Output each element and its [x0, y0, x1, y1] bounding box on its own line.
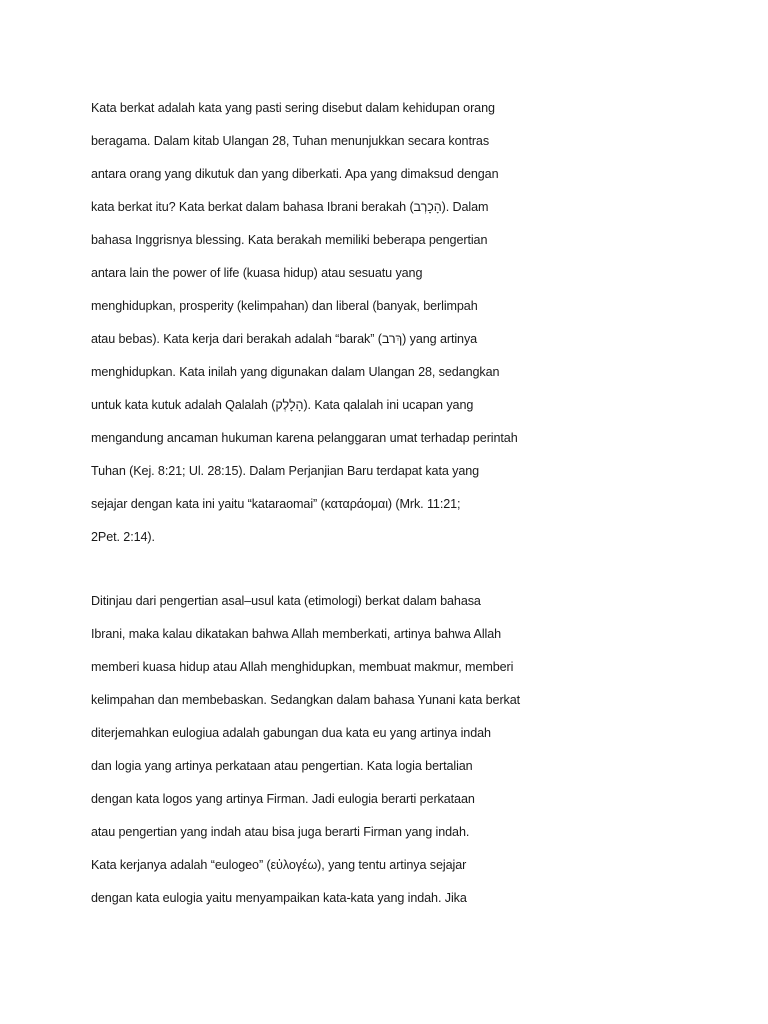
- text-line: dan logia yang artinya perkataan atau pengertian. Kata logia bertalian: [91, 759, 473, 773]
- text-line: Ditinjau dari pengertian asal–usul kata (etimologi) berkat dalam bahasa: [91, 594, 481, 608]
- text-line: atau bebas). Kata kerja dari berakah adalah “barak” (ךְרב) yang artinya: [91, 332, 478, 346]
- text-line: antara lain the power of life (kuasa hidup) atau sesuatu yang: [91, 266, 423, 280]
- text-line: menghidupkan. Kata inilah yang digunakan dalam Ulangan 28, sedangkan: [91, 365, 500, 379]
- text-line: bahasa Inggrisnya blessing. Kata berakah memiliki beberapa pengertian: [91, 233, 488, 247]
- text-line: atau pengertian yang indah atau bisa juga berarti Firman yang indah.: [91, 825, 470, 839]
- text-line: menghidupkan, prosperity (kelimpahan) dan liberal (banyak, berlimpah: [91, 299, 478, 313]
- text-line: 2Pet. 2:14).: [91, 530, 155, 544]
- text-line: antara orang yang dikutuk dan yang diberkati. Apa yang dimaksud dengan: [91, 167, 499, 181]
- text-line: Ibrani, maka kalau dikatakan bahwa Allah memberkati, artinya bahwa Allah: [91, 627, 502, 641]
- text-line: dengan kata logos yang artinya Firman. Jadi eulogia berarti perkataan: [91, 792, 475, 806]
- text-line: Kata berkat adalah kata yang pasti sering disebut dalam kehidupan orang: [91, 101, 495, 115]
- text-line: kelimpahan dan membebaskan. Sedangkan dalam bahasa Yunani kata berkat: [91, 693, 521, 707]
- paragraph-2: [91, 585, 551, 915]
- text-line: memberi kuasa hidup atau Allah menghidupkan, membuat makmur, memberi: [91, 660, 514, 674]
- text-line: beragama. Dalam kitab Ulangan 28, Tuhan menunjukkan secara kontras: [91, 134, 490, 148]
- text-line: kata berkat itu? Kata berkat dalam bahasa Ibrani berakah (הָכָרְב). Dalam: [91, 200, 489, 214]
- text-line: dengan kata eulogia yaitu menyampaikan kata-kata yang indah. Jika: [91, 891, 467, 905]
- text-line: sejajar dengan kata ini yaitu “kataraomai” (καταράομαι) (Mrk. 11:21;: [91, 497, 461, 511]
- text-line: diterjemahkan eulogiua adalah gabungan dua kata eu yang artinya indah: [91, 726, 491, 740]
- text-line: Kata kerjanya adalah “eulogeo” (εὐλογέω), yang tentu artinya sejajar: [91, 858, 467, 872]
- text-line: untuk kata kutuk adalah Qalalah (הָלָלְק). Kata qalalah ini ucapan yang: [91, 398, 474, 412]
- text-line: mengandung ancaman hukuman karena pelanggaran umat terhadap perintah: [91, 431, 518, 445]
- paragraph-1: [91, 92, 551, 554]
- text-line: Tuhan (Kej. 8:21; Ul. 28:15). Dalam Perjanjian Baru terdapat kata yang: [91, 464, 480, 478]
